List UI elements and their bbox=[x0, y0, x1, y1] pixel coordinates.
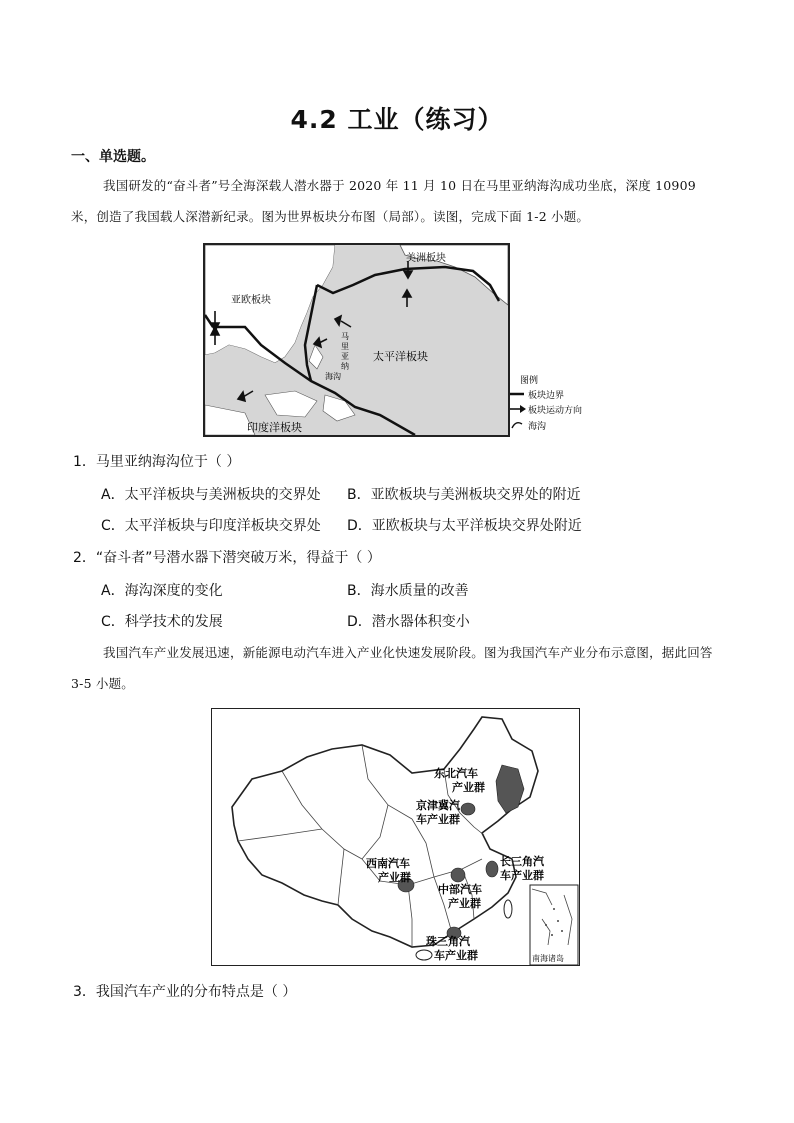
label-mariana-3: 亚 bbox=[341, 352, 349, 361]
label-mariana-5: 海沟 bbox=[325, 372, 341, 381]
label-yrd-1: 长三角汽 bbox=[500, 855, 544, 868]
question-2-option-b: B．海水质量的改善 bbox=[347, 583, 469, 599]
question-2-option-c: C．科学技术的发展 bbox=[101, 614, 223, 630]
label-indian: 印度洋板块 bbox=[247, 421, 302, 434]
question-1-option-c: C．太平洋板块与印度洋板块交界处 bbox=[101, 518, 321, 534]
label-prd-2: 车产业群 bbox=[434, 949, 478, 962]
label-mariana-1: 马 bbox=[341, 332, 349, 341]
taiwan-island bbox=[504, 900, 512, 918]
question-2-option-d: D．潜水器体积变小 bbox=[347, 614, 470, 630]
question-3-stem: 3．我国汽车产业的分布特点是（ ） bbox=[73, 984, 297, 1000]
hainan-island bbox=[416, 950, 432, 960]
label-south-china-sea: 南海诸岛 bbox=[532, 954, 564, 963]
page-title: 4.2 工业（练习） bbox=[290, 105, 504, 134]
legend-arrow-icon bbox=[520, 405, 526, 413]
cluster-jingjinji bbox=[461, 803, 475, 815]
question-1-stem: 1．马里亚纳海沟位于（ ） bbox=[73, 454, 241, 470]
legend-trench-icon bbox=[512, 423, 522, 428]
label-prd-1: 珠三角汽 bbox=[426, 935, 470, 948]
label-mariana-4: 纳 bbox=[341, 362, 349, 371]
china-auto-map bbox=[211, 708, 580, 966]
label-northeast-1: 东北汽车 bbox=[434, 767, 478, 780]
legend-boundary: 板块边界 bbox=[528, 391, 565, 401]
label-yrd-2: 车产业群 bbox=[500, 869, 544, 882]
plate-map bbox=[203, 243, 510, 437]
label-america: 美洲板块 bbox=[406, 253, 446, 264]
label-jjj-2: 车产业群 bbox=[416, 813, 460, 826]
question-1-option-a: A．太平洋板块与美洲板块的交界处 bbox=[101, 487, 321, 503]
legend-motion: 板块运动方向 bbox=[528, 406, 583, 416]
label-northeast-2: 产业群 bbox=[452, 781, 485, 794]
intro-paragraph-2: 我国汽车产业发展迅速，新能源电动汽车进入产业化快速发展阶段。图为我国汽车产业分布示意图，据此回答 3-5 小题。 bbox=[71, 645, 713, 691]
section-heading: 一、单选题。 bbox=[71, 149, 155, 165]
cluster-yangtze-delta bbox=[486, 861, 498, 877]
label-southwest-2: 产业群 bbox=[378, 871, 411, 884]
label-pacific: 太平洋板块 bbox=[373, 350, 428, 363]
legend-trench: 海沟 bbox=[528, 422, 547, 432]
question-1-option-b: B．亚欧板块与美洲板块交界处的附近 bbox=[347, 487, 581, 503]
question-2-stem: 2．“奋斗者”号潜水器下潜突破万米，得益于（ ） bbox=[73, 550, 381, 566]
question-1-option-d: D．亚欧板块与太平洋板块交界处附近 bbox=[347, 518, 582, 534]
intro-paragraph-1: 我国研发的“奋斗者”号全海深载人潜水器于 2020 年 11 月 10 日在马里亚纳海沟成功坐底，深度 10909 米，创造了我国载人深潜新纪录。图为世界板块分布图（局部）。读图，完成下面 1-2 小题。 bbox=[71, 178, 696, 224]
china-outline bbox=[232, 717, 538, 947]
label-mariana-2: 里 bbox=[341, 342, 349, 351]
question-2-option-a: A．海沟深度的变化 bbox=[101, 583, 223, 599]
label-central-1: 中部汽车 bbox=[438, 883, 482, 896]
legend-title: 图例 bbox=[520, 376, 539, 386]
label-central-2: 产业群 bbox=[448, 897, 481, 910]
label-southwest-1: 西南汽车 bbox=[366, 857, 410, 870]
label-jjj-1: 京津冀汽 bbox=[416, 799, 460, 812]
label-eurasia: 亚欧板块 bbox=[231, 295, 271, 306]
cluster-central bbox=[451, 868, 465, 882]
plate-map-legend bbox=[508, 372, 598, 434]
